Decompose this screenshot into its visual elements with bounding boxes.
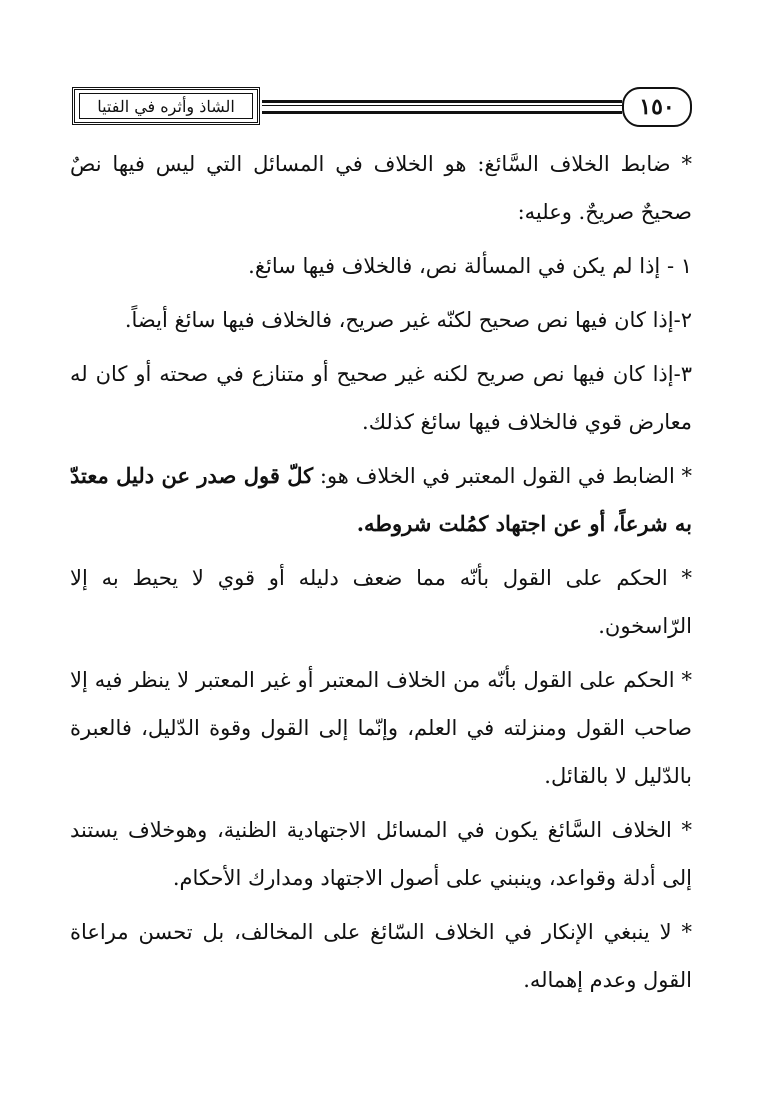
paragraph-2: ١ - إذا لم يكن في المسألة نص، فالخلاف فيها سائغ. bbox=[248, 254, 692, 278]
running-title: الشاذ وأثره في الفتيا bbox=[97, 96, 235, 116]
paragraph-4: ٣-إذا كان فيها نص صريح لكنه غير صحيح أو متنازع في صحته أو كان له معارض قوي فالخلاف فيها سائغ كذلك. bbox=[70, 362, 692, 434]
header-rule bbox=[262, 100, 622, 114]
running-title-box bbox=[72, 87, 260, 125]
paragraph-3: ٢-إذا كان فيها نص صحيح لكنّه غير صريح، فالخلاف فيها سائغ أيضاً. bbox=[124, 308, 692, 332]
page-body bbox=[70, 140, 692, 1010]
paragraph-8: * الخلاف السَّائغ يكون في المسائل الاجتهادية الظنية، وهوخلاف يستند إلى أدلة وقواعد، وينبني على أصول الاجتهاد ومدارك الأحكام. bbox=[70, 818, 692, 890]
paragraph-5-bold: كلّ قول صدر عن دليل معتدّ به شرعاً، أو عن اجتهاد كمُلت شروطه. bbox=[70, 463, 692, 536]
page-number: ١٥٠ bbox=[622, 87, 692, 127]
page-header bbox=[0, 0, 765, 130]
paragraph-7: * الحكم على القول بأنّه من الخلاف المعتبر أو غير المعتبر لا ينظر فيه إلا صاحب القول ومنزلته في العلم، وإنّما إلى القول وقوة الدّليل، فالعبرة بالدّليل لا بالقائل. bbox=[70, 668, 692, 788]
paragraph-5 bbox=[70, 452, 692, 548]
paragraph-5-plain: * الضابط في القول المعتبر في الخلاف هو: bbox=[313, 464, 693, 488]
paragraph-1: * ضابط الخلاف السَّائغ: هو الخلاف في المسائل التي ليس فيها نصٌ صحيحٌ صريحٌ. وعليه: bbox=[70, 152, 692, 224]
paragraph-6: * الحكم على القول بأنّه مما ضعف دليله أو قوي لا يحيط به إلا الرّاسخون. bbox=[70, 566, 692, 638]
paragraph-9: * لا ينبغي الإنكار في الخلاف السّائغ على المخالف، بل تحسن مراعاة القول وعدم إهماله. bbox=[70, 920, 692, 992]
